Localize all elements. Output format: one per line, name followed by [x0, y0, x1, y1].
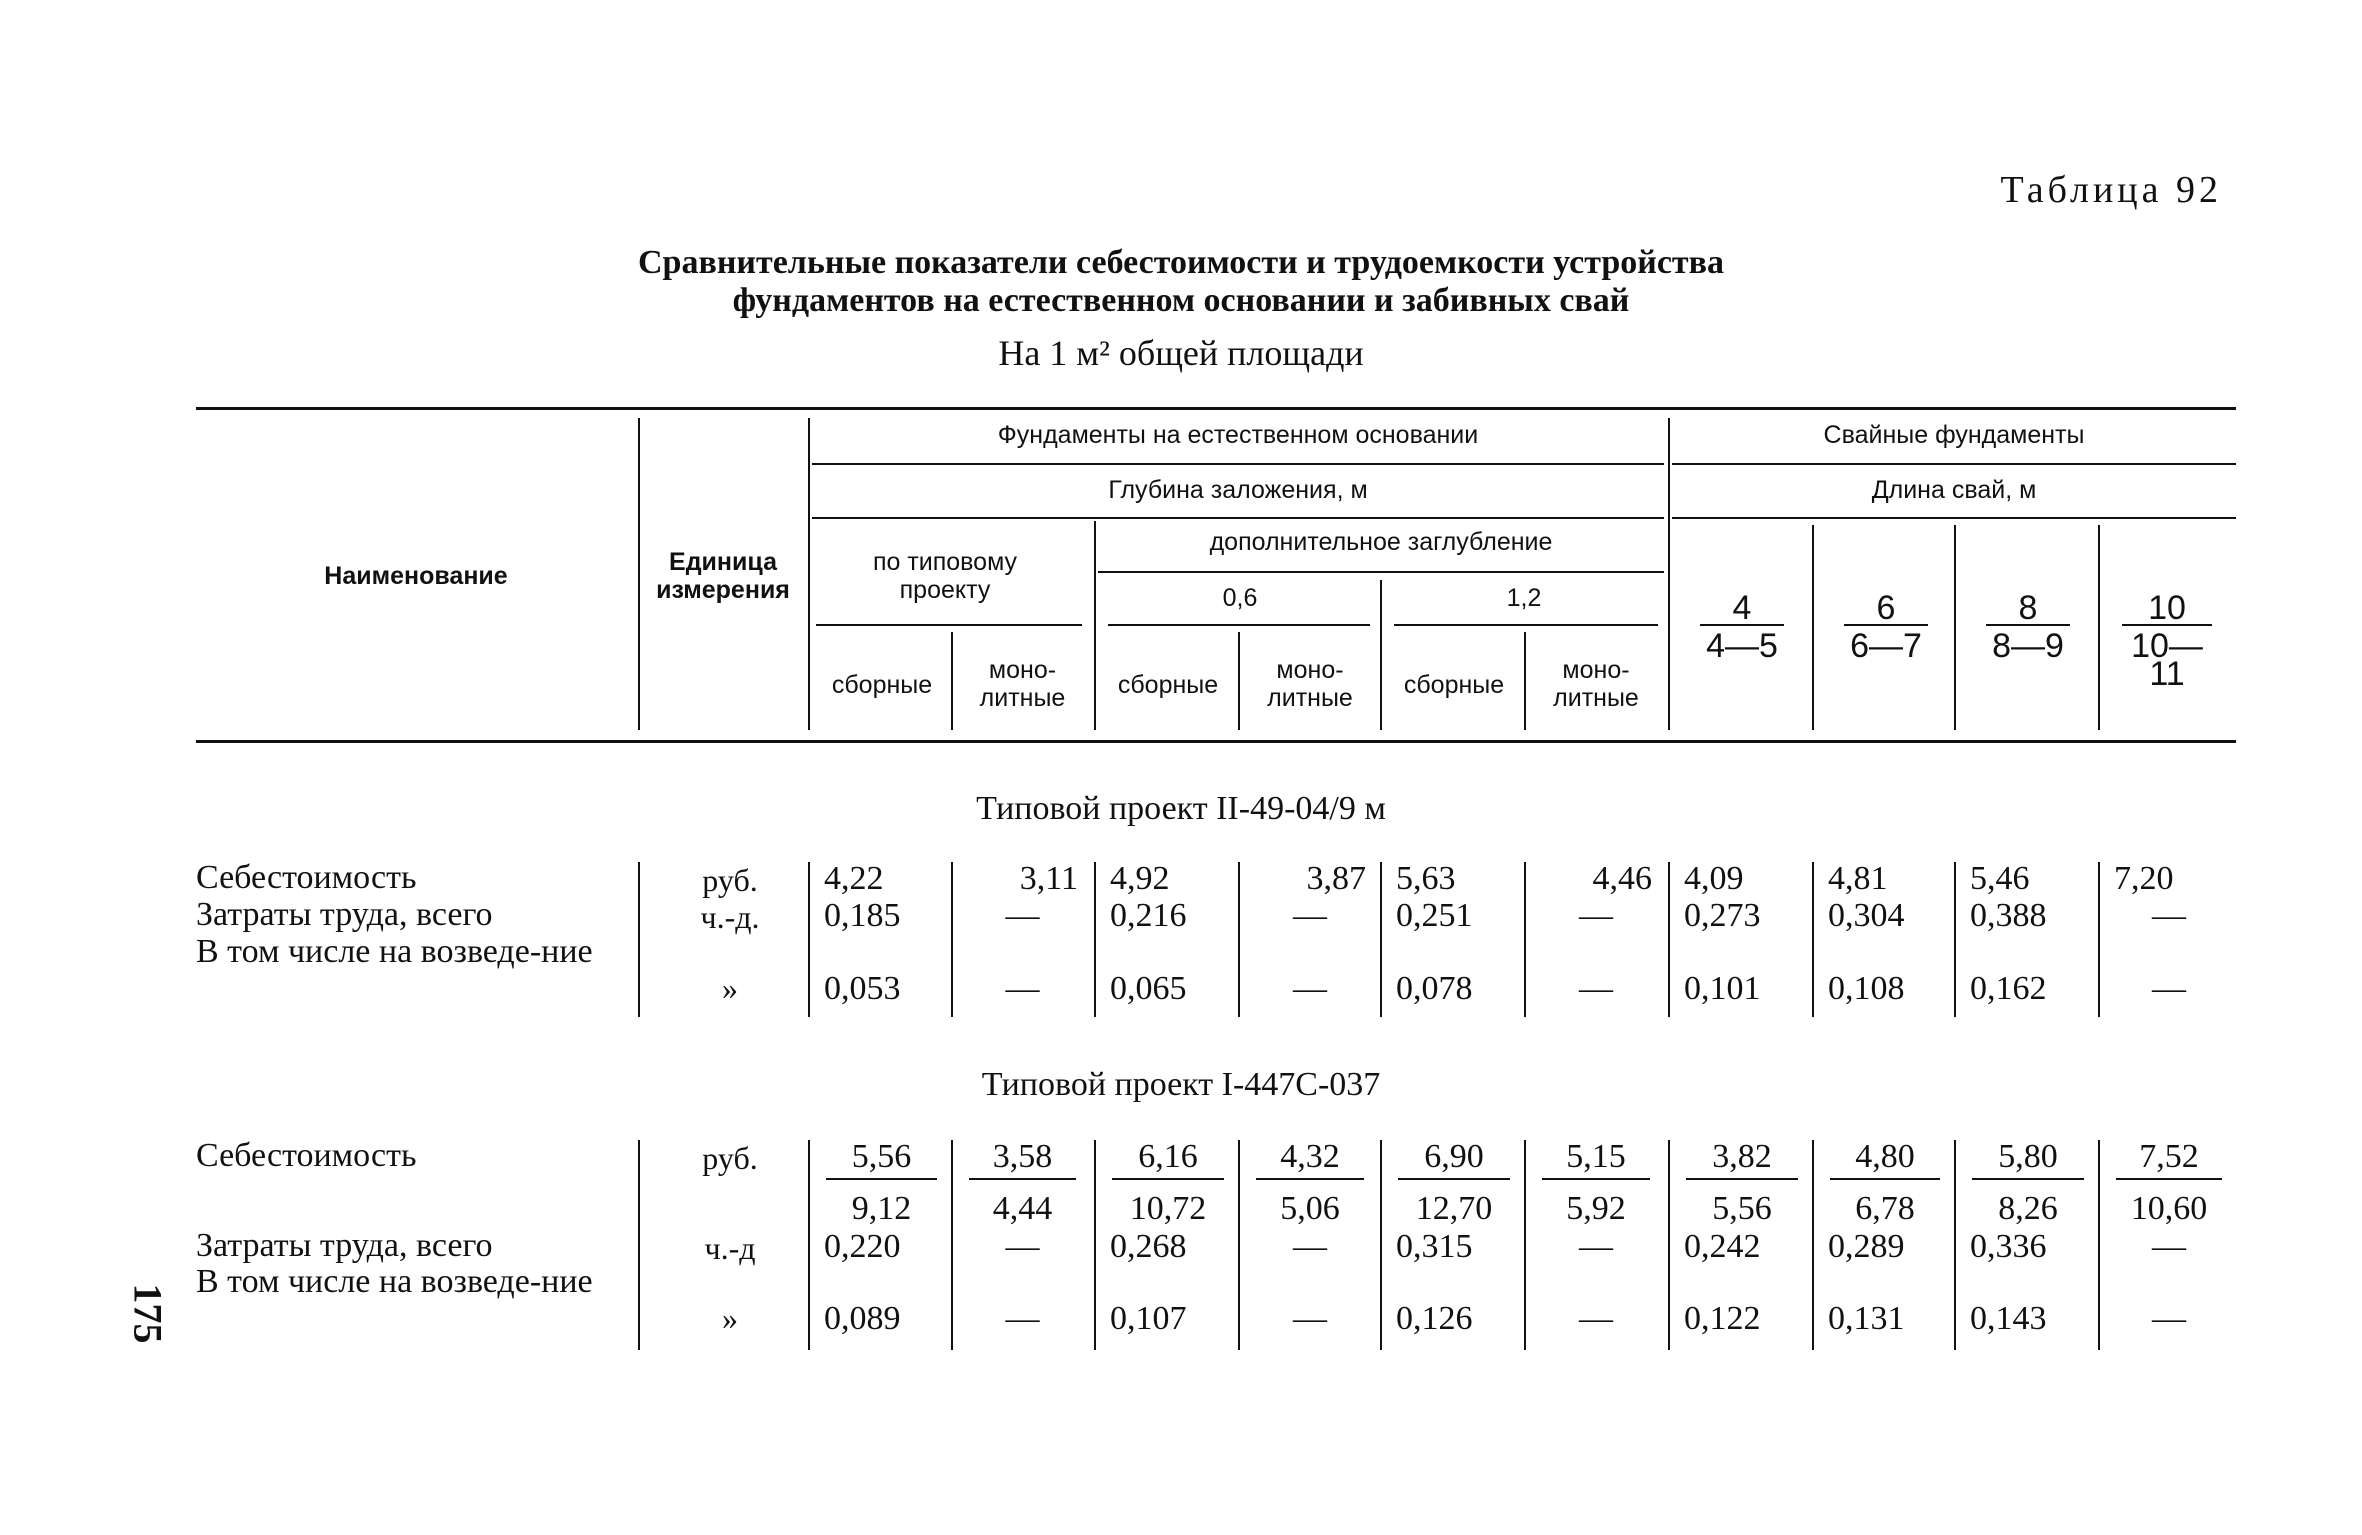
- header-depth-12: 1,2: [1506, 584, 1542, 612]
- s2-labor-cell-1: —: [1005, 1228, 1040, 1265]
- s1-cost-cell-5: 4,46: [1592, 860, 1652, 897]
- s2-cost-bottom-7: 6,78: [1855, 1190, 1915, 1227]
- s1-build-cell-3: —: [1293, 970, 1327, 1007]
- header-prefab-1: сборные: [831, 671, 933, 699]
- section1-title: Типовой проект II-49-04/9 м: [976, 790, 1386, 827]
- s1-labor-cell-3: —: [1293, 897, 1327, 934]
- s2-cost-top-6: 3,82: [1686, 1138, 1798, 1180]
- s2-cost-bottom-6: 5,56: [1712, 1190, 1772, 1227]
- pile-rule: [1672, 463, 2236, 465]
- s2-row-build-unit: »: [722, 1300, 738, 1336]
- s2-row-cost-label: Себестоимость: [196, 1137, 417, 1174]
- table-title-line1: Сравнительные показатели себестоимости и трудоемкости устройства: [638, 244, 1724, 281]
- header-extra: дополнительное заглубление: [1209, 528, 1553, 556]
- s1-labor-cell-6: 0,273: [1684, 897, 1761, 934]
- s2-cost-fraction-3: [1256, 1138, 1364, 1228]
- pile-length-8: 8: [1986, 594, 2070, 626]
- s2-build-cell-7: 0,131: [1828, 1300, 1905, 1337]
- header-mono-1: моно-литные: [979, 656, 1066, 712]
- s2-cost-bottom-0: 9,12: [851, 1190, 912, 1227]
- s2-build-cell-8: 0,143: [1970, 1300, 2047, 1337]
- header-pile-6: [1844, 589, 1928, 665]
- pile-range-6: 6—7: [1850, 627, 1922, 665]
- col-divider-pile: [1668, 418, 1670, 730]
- s1-build-cell-4: 0,078: [1396, 970, 1473, 1007]
- table-label: Таблица 92: [2000, 169, 2222, 211]
- s1-row-labor-unit: ч.-д.: [700, 899, 760, 935]
- table-title-line2: фундаментов на естественном основании и забивных свай: [732, 282, 1630, 319]
- header-pile-10: [2122, 589, 2212, 693]
- s2-cost-top-8: 5,80: [1972, 1138, 2084, 1180]
- s2-divider-4: [1524, 1140, 1526, 1350]
- col-divider-extra: [1380, 580, 1382, 730]
- pile-range-8: 8—9: [1992, 627, 2064, 665]
- s2-labor-cell-7: 0,289: [1828, 1228, 1905, 1265]
- header-natural: Фундаменты на естественном основании: [997, 421, 1479, 449]
- s2-row-labor-unit: ч.-д: [704, 1230, 756, 1266]
- col-divider-pile1: [1812, 525, 1814, 730]
- s1-row-build-label: В том числе на возведе-ние: [196, 933, 593, 970]
- s1-cost-cell-9: 7,20: [2114, 860, 2174, 897]
- s2-cost-top-2: 6,16: [1112, 1138, 1224, 1180]
- s1-row-build-unit: »: [722, 970, 738, 1006]
- s1-cost-cell-0: 4,22: [824, 860, 884, 897]
- s1-divider-unit: [808, 862, 810, 1017]
- header-mono-2: моно-литные: [1267, 656, 1353, 712]
- s1-labor-cell-2: 0,216: [1110, 897, 1187, 934]
- d12-rule: [1394, 624, 1658, 626]
- s2-cost-fraction-4: [1398, 1138, 1510, 1228]
- s2-build-cell-5: —: [1579, 1300, 1613, 1337]
- s2-divider-8: [2098, 1140, 2100, 1350]
- pile-length-10: 10: [2122, 594, 2212, 626]
- s2-build-cell-0: 0,089: [824, 1300, 901, 1337]
- s1-labor-cell-9: —: [2152, 897, 2186, 934]
- pile-length-4: 4: [1700, 594, 1784, 626]
- header-depth: Глубина заложения, м: [1108, 476, 1368, 504]
- s1-cost-cell-4: 5,63: [1396, 860, 1456, 897]
- s2-cost-bottom-1: 4,44: [992, 1190, 1053, 1227]
- header-prefab-3: сборные: [1403, 671, 1505, 699]
- s1-build-cell-7: 0,108: [1828, 970, 1905, 1007]
- s1-row-cost-label: Себестоимость: [196, 859, 417, 896]
- col-divider-3: [1238, 632, 1240, 730]
- s1-divider-8: [2098, 862, 2100, 1017]
- table-subtitle: На 1 м² общей площади: [998, 333, 1364, 373]
- s2-cost-bottom-4: 12,70: [1415, 1190, 1493, 1227]
- s1-row-labor-label: Затраты труда, всего: [196, 896, 493, 933]
- s1-cost-cell-7: 4,81: [1828, 860, 1888, 897]
- s2-build-cell-9: —: [2152, 1300, 2186, 1337]
- s1-build-cell-1: —: [1005, 970, 1040, 1007]
- s2-divider-3: [1380, 1140, 1382, 1350]
- s2-build-cell-1: —: [1005, 1300, 1040, 1337]
- s2-labor-cell-0: 0,220: [824, 1228, 901, 1265]
- s2-cost-bottom-9: 10,60: [2130, 1190, 2208, 1227]
- s2-row-cost-unit: руб.: [702, 1140, 758, 1176]
- s2-build-cell-2: 0,107: [1110, 1300, 1187, 1337]
- s1-divider-0: [951, 862, 953, 1017]
- header-pile-length: Длина свай, м: [1871, 476, 2037, 504]
- s1-build-cell-0: 0,053: [824, 970, 901, 1007]
- header-unit: Единица измерения: [656, 548, 790, 604]
- s1-labor-cell-8: 0,388: [1970, 897, 2047, 934]
- s2-divider-2: [1238, 1140, 1240, 1350]
- s2-cost-top-3: 4,32: [1256, 1138, 1364, 1180]
- s2-labor-cell-6: 0,242: [1684, 1228, 1761, 1265]
- s2-divider-name: [638, 1140, 640, 1350]
- header-pile: Свайные фундаменты: [1823, 421, 2085, 449]
- s1-labor-cell-5: —: [1579, 897, 1613, 934]
- col-divider-pile3: [2098, 525, 2100, 730]
- s2-cost-fraction-5: [1542, 1138, 1650, 1228]
- header-top-rule: [196, 407, 2236, 410]
- s1-build-cell-2: 0,065: [1110, 970, 1187, 1007]
- col-divider-5: [1524, 632, 1526, 730]
- s2-cost-top-9: 7,52: [2116, 1138, 2222, 1180]
- s1-cost-cell-3: 3,87: [1306, 860, 1366, 897]
- natural-rule: [812, 463, 1664, 465]
- header-typical: по типовому проекту: [872, 548, 1018, 604]
- s2-divider-unit: [808, 1140, 810, 1350]
- s2-cost-fraction-1: [969, 1138, 1076, 1228]
- s2-build-cell-4: 0,126: [1396, 1300, 1473, 1337]
- s2-cost-bottom-3: 5,06: [1280, 1190, 1340, 1227]
- s2-labor-cell-9: —: [2152, 1228, 2186, 1265]
- s2-row-build-label: В том числе на возведе-ние: [196, 1263, 593, 1300]
- s2-divider-0: [951, 1140, 953, 1350]
- s1-divider-3: [1380, 862, 1382, 1017]
- header-mono-3: моно-литные: [1553, 656, 1639, 712]
- col-divider-typical: [1094, 521, 1096, 730]
- s1-divider-4: [1524, 862, 1526, 1017]
- pile-length-6: 6: [1844, 594, 1928, 626]
- s2-cost-top-7: 4,80: [1830, 1138, 1940, 1180]
- section2-title: Типовой проект I-447С-037: [981, 1066, 1381, 1103]
- typical-rule: [816, 624, 1082, 626]
- s1-labor-cell-1: —: [1005, 897, 1040, 934]
- s2-cost-top-5: 5,15: [1542, 1138, 1650, 1180]
- s1-build-cell-9: —: [2152, 970, 2186, 1007]
- s1-divider-7: [1954, 862, 1956, 1017]
- s2-build-cell-3: —: [1293, 1300, 1327, 1337]
- s1-build-cell-5: —: [1579, 970, 1613, 1007]
- header-prefab-2: сборные: [1117, 671, 1219, 699]
- s2-cost-fraction-8: [1972, 1138, 2084, 1228]
- s1-cost-cell-1: 3,11: [1019, 860, 1078, 897]
- s2-cost-top-0: 5,56: [826, 1138, 937, 1180]
- s2-labor-cell-8: 0,336: [1970, 1228, 2047, 1265]
- s2-cost-bottom-2: 10,72: [1129, 1190, 1207, 1227]
- s2-divider-7: [1954, 1140, 1956, 1350]
- s2-cost-fraction-9: [2116, 1138, 2222, 1228]
- s2-labor-cell-4: 0,315: [1396, 1228, 1473, 1265]
- s1-divider-1: [1094, 862, 1096, 1017]
- s2-divider-1: [1094, 1140, 1096, 1350]
- col-divider-unit: [808, 418, 810, 730]
- pile-range-10: 10—11: [2131, 627, 2203, 693]
- s2-divider-6: [1812, 1140, 1814, 1350]
- header-depth-06: 0,6: [1222, 584, 1258, 612]
- pile-range-4: 4—5: [1706, 627, 1778, 665]
- s2-cost-top-1: 3,58: [969, 1138, 1076, 1180]
- s2-divider-5: [1668, 1140, 1670, 1350]
- header-pile-8: [1986, 589, 2070, 665]
- s1-divider-name: [638, 862, 640, 1017]
- s1-cost-cell-6: 4,09: [1684, 860, 1744, 897]
- s2-cost-bottom-8: 8,26: [1998, 1190, 2058, 1227]
- s1-divider-2: [1238, 862, 1240, 1017]
- s1-divider-6: [1812, 862, 1814, 1017]
- header-bottom-rule: [196, 740, 2236, 743]
- extra-rule: [1098, 571, 1664, 573]
- s2-cost-fraction-0: [826, 1138, 937, 1228]
- s1-build-cell-8: 0,162: [1970, 970, 2047, 1007]
- s2-labor-cell-2: 0,268: [1110, 1228, 1187, 1265]
- col-divider-pile2: [1954, 525, 1956, 730]
- pile-length-rule: [1672, 517, 2236, 519]
- s1-labor-cell-4: 0,251: [1396, 897, 1473, 934]
- s1-divider-5: [1668, 862, 1670, 1017]
- s1-cost-cell-8: 5,46: [1970, 860, 2030, 897]
- s2-cost-bottom-5: 5,92: [1566, 1190, 1626, 1227]
- s2-row-labor-label: Затраты труда, всего: [196, 1227, 493, 1264]
- s1-row-cost-unit: руб.: [702, 862, 758, 898]
- s1-labor-cell-0: 0,185: [824, 897, 901, 934]
- s1-build-cell-6: 0,101: [1684, 970, 1761, 1007]
- s2-cost-fraction-2: [1112, 1138, 1224, 1228]
- d06-rule: [1108, 624, 1370, 626]
- s2-labor-cell-3: —: [1293, 1228, 1327, 1265]
- s2-cost-top-4: 6,90: [1398, 1138, 1510, 1180]
- s2-cost-fraction-7: [1830, 1138, 1940, 1228]
- depth-rule: [812, 517, 1664, 519]
- header-pile-4: [1700, 589, 1784, 665]
- header-name: Наименование: [324, 562, 508, 590]
- s2-build-cell-6: 0,122: [1684, 1300, 1761, 1337]
- s1-labor-cell-7: 0,304: [1828, 897, 1905, 934]
- s2-cost-fraction-6: [1686, 1138, 1798, 1228]
- s2-labor-cell-5: —: [1579, 1228, 1613, 1265]
- s1-cost-cell-2: 4,92: [1110, 860, 1170, 897]
- page-number: 175: [125, 1283, 171, 1344]
